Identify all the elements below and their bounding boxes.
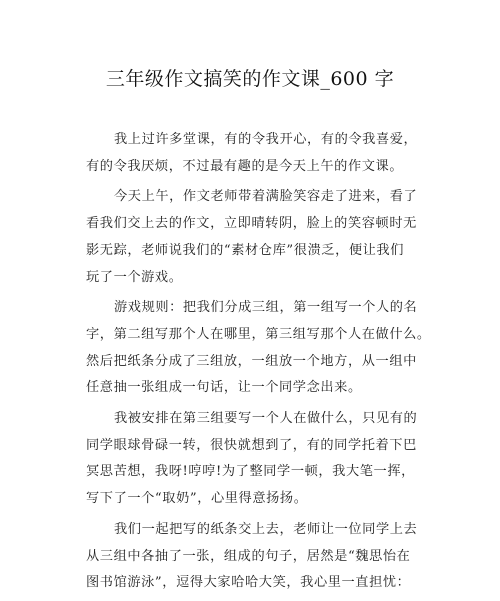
document-title: 三年级作文搞笑的作文课_600 字 (105, 68, 395, 90)
text-line: 从三组中各抽了一张，组成的句子，居然是“魏思怡在 (86, 548, 411, 564)
text-line: 今天上午，作文老师带着满脸笑容走了进来，看了 (114, 189, 418, 205)
paragraph-4 (86, 406, 426, 513)
text-line: 字，第二组写那个人在哪里，第三组写那个人在做什么。 (86, 326, 431, 342)
text-line: 有的令我厌烦，不过最有趣的是今天上午的作文课。 (86, 158, 404, 174)
text-line: 玩了一个游戏。 (86, 269, 183, 285)
text-line: 影无踪，老师说我们的“素材仓库”很溃乏，便让我们 (86, 242, 405, 258)
paragraph-5 (86, 517, 426, 597)
text-line: 我被安排在第三组要写一个人在做什么，只见有的 (114, 411, 418, 427)
text-line: 游戏规则：把我们分成三组，第一组写一个人的名 (114, 300, 418, 316)
paragraph-1 (86, 127, 426, 180)
text-line: 同学眼球骨碌一转，很快就想到了，有的同学托着下巴 (86, 437, 417, 453)
document-body (86, 127, 431, 601)
text-line: 写下了一个“取奶”，心里得意扬扬。 (86, 491, 308, 507)
paragraph-2 (86, 184, 426, 291)
text-line: 我上过许多堂课，有的令我开心，有的令我喜爱， (114, 132, 418, 147)
text-line: 任意抽一张组成一句话，让一个同学念出来。 (86, 380, 362, 396)
text-line: 看我们交上去的作文，立即晴转阴，脸上的笑容顿时无 (86, 216, 417, 232)
text-line: 图书馆游泳”，逗得大家哈哈大笑，我心里一直担忧： (86, 575, 411, 591)
text-line: 我们一起把写的纸条交上去，老师让一位同学上去 (114, 521, 418, 537)
text-line: 冥思苦想，我呀!哼哼!为了整同学一顿，我大笔一挥， (86, 464, 415, 480)
text-line: 然后把纸条分成了三组放，一组放一个地方，从一组中 (86, 353, 417, 369)
paragraph-3 (86, 295, 431, 402)
